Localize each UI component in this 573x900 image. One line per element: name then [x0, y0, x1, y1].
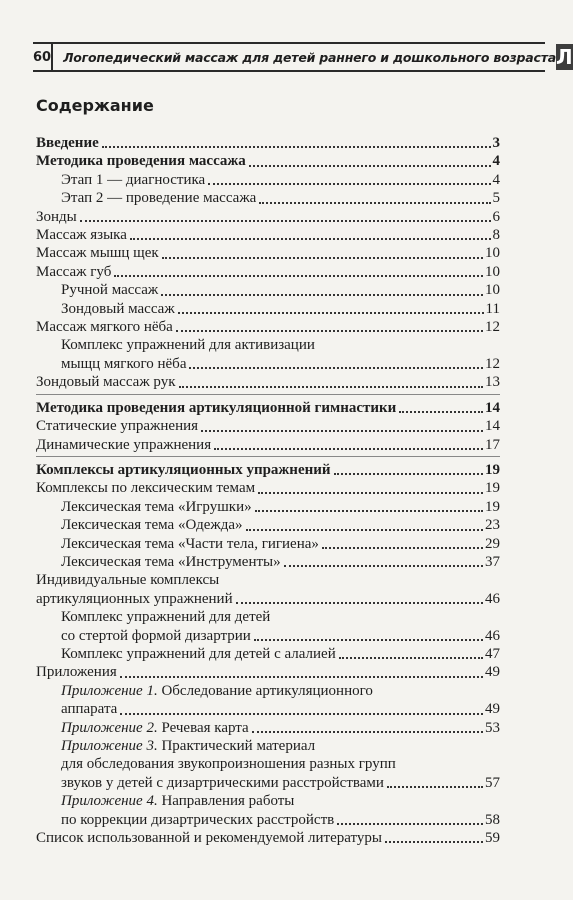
toc-entry-title: Статические упражнения	[36, 418, 199, 435]
toc-entry-title	[61, 737, 315, 755]
appendix-title: Направления работы	[157, 793, 295, 810]
toc-entry-title: Индивидуальные комплексы	[36, 572, 220, 589]
appendix-label: Приложение 3.	[61, 738, 158, 754]
toc-page-number: 19	[485, 461, 500, 478]
toc-entry-title	[61, 719, 249, 737]
dot-leader	[208, 183, 490, 185]
toc-entry[interactable]	[36, 171, 500, 189]
toc-entry-title: Лексическая тема «Игрушки»	[61, 498, 252, 515]
toc-entry[interactable]	[36, 590, 500, 608]
toc-entry-title: Введение	[36, 135, 99, 151]
dot-leader	[114, 275, 483, 277]
toc-entry-title: Методика проведения массажа	[36, 153, 246, 170]
toc-entry-title: Ручной массаж	[61, 282, 159, 299]
toc-entry[interactable]	[36, 535, 500, 553]
toc-entry[interactable]	[36, 189, 500, 207]
page-number: 60	[33, 44, 53, 70]
publisher-logo: Л	[556, 45, 573, 69]
toc-entry[interactable]	[36, 571, 500, 589]
toc-page-number: 19	[485, 498, 500, 515]
dot-leader	[80, 220, 491, 222]
dot-leader	[322, 547, 483, 549]
toc-page-number: 10	[485, 245, 500, 262]
toc-entry-title: Лексическая тема «Инструменты»	[61, 553, 281, 570]
toc-entry[interactable]	[36, 373, 500, 391]
dot-leader	[334, 473, 483, 475]
toc-page-number: 57	[485, 774, 500, 791]
dot-leader	[339, 657, 483, 659]
toc-page-number: 8	[492, 227, 500, 244]
toc-entry-title: Комплексы артикуляционных упражнений	[36, 461, 331, 478]
dot-leader	[259, 202, 490, 204]
toc-entry-title: Этап 2 — проведение массажа	[61, 190, 257, 207]
appendix-label: Приложение 1.	[61, 682, 158, 699]
toc-page-number: 11	[485, 300, 500, 317]
table-of-contents	[36, 134, 500, 847]
toc-entry[interactable]	[36, 645, 500, 663]
toc-page-number: 14	[485, 399, 500, 416]
toc-entry[interactable]	[36, 479, 500, 497]
dot-leader	[258, 492, 483, 494]
toc-entry[interactable]	[36, 608, 500, 626]
toc-entry[interactable]	[36, 263, 500, 281]
toc-entry-title: Приложения	[36, 664, 117, 681]
toc-page-number: 49	[485, 664, 500, 681]
toc-entry[interactable]	[36, 627, 500, 645]
dot-leader	[201, 430, 483, 432]
dot-leader	[214, 448, 483, 450]
toc-entry[interactable]	[36, 318, 500, 336]
toc-page-number: 3	[492, 135, 500, 151]
section-divider	[36, 394, 500, 395]
dot-leader	[178, 312, 484, 314]
toc-page-number: 46	[485, 590, 500, 607]
appendix-title: Речевая карта	[157, 719, 249, 736]
toc-entry-title: артикуляционных упражнений	[36, 590, 233, 607]
toc-entry[interactable]	[36, 663, 500, 681]
toc-entry[interactable]	[36, 281, 500, 299]
toc-entry-title: Зондовый массаж рук	[36, 374, 176, 391]
dot-leader	[102, 146, 491, 148]
dot-leader	[254, 639, 483, 641]
toc-page-number: 19	[485, 480, 500, 497]
toc-page-number: 14	[485, 418, 500, 435]
appendix-label: Приложение 2.	[61, 719, 158, 736]
dot-leader	[337, 823, 483, 825]
toc-entry-title: Комплекс упражнений для детей с алалией	[61, 645, 336, 662]
toc-page-number: 10	[485, 282, 500, 299]
toc-entry-title: аппарата	[61, 701, 118, 718]
dot-leader	[120, 713, 483, 715]
toc-page-number: 53	[485, 719, 500, 736]
toc-page-number: 5	[492, 190, 500, 207]
toc-entry-title: Массаж мышц щек	[36, 245, 159, 262]
toc-entry[interactable]	[36, 355, 500, 373]
toc-page-number: 23	[485, 517, 500, 534]
dot-leader	[189, 367, 483, 369]
section-divider	[36, 456, 500, 457]
toc-entry-title: Комплексы по лексическим темам	[36, 480, 256, 497]
dot-leader	[236, 602, 483, 604]
toc-entry[interactable]	[36, 436, 500, 454]
toc-page-number: 29	[485, 535, 500, 552]
appendix-label: Приложение 4.	[61, 793, 158, 810]
toc-entry-title: для обследования звукопроизношения разных групп	[61, 756, 396, 773]
dot-leader	[120, 676, 483, 678]
toc-entry-title: по коррекции дизартрических расстройств	[61, 811, 335, 828]
dot-leader	[179, 386, 483, 388]
toc-entry-title: Массаж мягкого нёба	[36, 319, 173, 336]
dot-leader	[399, 411, 483, 413]
toc-page-number: 6	[492, 208, 500, 225]
toc-page-number: 49	[485, 701, 500, 718]
toc-entry[interactable]	[36, 516, 500, 534]
toc-page-number: 59	[485, 830, 500, 847]
toc-entry-title: Лексическая тема «Части тела, гигиена»	[61, 535, 319, 552]
toc-entry-title: Лексическая тема «Одежда»	[61, 517, 243, 534]
toc-entry-title: мыщц мягкого нёба	[61, 355, 187, 372]
toc-entry[interactable]	[36, 152, 500, 170]
toc-page-number: 10	[485, 263, 500, 280]
toc-entry[interactable]	[36, 811, 500, 829]
toc-page-number: 12	[485, 355, 500, 372]
dot-leader	[161, 294, 483, 296]
toc-page-number: 4	[492, 153, 500, 170]
toc-entry-title: Динамические упражнения	[36, 436, 212, 453]
toc-entry[interactable]	[36, 461, 500, 479]
toc-entry-title	[61, 682, 373, 700]
toc-entry-title: со стертой формой дизартрии	[61, 627, 251, 644]
dot-leader	[255, 510, 483, 512]
toc-page-number: 47	[485, 645, 500, 662]
toc-entry-title: Зондовый массаж	[61, 300, 175, 317]
toc-entry[interactable]	[36, 700, 500, 718]
toc-page-number: 17	[485, 436, 500, 453]
toc-entry[interactable]	[36, 719, 500, 737]
dot-leader	[176, 330, 483, 332]
dot-leader	[249, 165, 491, 167]
toc-entry-title: Методика проведения артикуляционной гимнастики	[36, 399, 397, 416]
toc-entry[interactable]	[36, 498, 500, 516]
toc-entry[interactable]	[36, 755, 500, 773]
toc-entry[interactable]	[36, 829, 500, 847]
contents-heading: Содержание	[36, 96, 154, 115]
dot-leader	[130, 238, 491, 240]
dot-leader	[284, 565, 483, 567]
toc-page-number: 12	[485, 319, 500, 336]
book-title: Логопедический массаж для детей раннего и дошкольного возраста	[63, 49, 557, 65]
toc-entry-title: Зонды	[36, 208, 77, 225]
toc-entry-title: Комплекс упражнений для детей	[61, 609, 271, 626]
toc-entry-title: Этап 1 — диагностика	[61, 171, 206, 188]
toc-page-number: 4	[492, 171, 500, 188]
toc-entry-title	[61, 792, 294, 810]
toc-entry-title: звуков у детей с дизартрическими расстройствами	[61, 774, 384, 791]
toc-entry-title: Массаж языка	[36, 227, 127, 244]
toc-entry[interactable]	[36, 774, 500, 792]
dot-leader	[385, 841, 483, 843]
toc-entry[interactable]	[36, 682, 500, 700]
toc-entry[interactable]	[36, 336, 500, 354]
toc-entry[interactable]	[36, 226, 500, 244]
toc-entry[interactable]	[36, 553, 500, 571]
dot-leader	[162, 257, 483, 259]
running-header	[33, 42, 573, 72]
dot-leader	[387, 786, 483, 788]
toc-page-number: 46	[485, 627, 500, 644]
toc-entry[interactable]	[36, 417, 500, 435]
appendix-title: Практический материал	[157, 738, 316, 754]
toc-page-number: 58	[485, 811, 500, 828]
toc-entry[interactable]	[36, 300, 500, 318]
toc-entry[interactable]	[36, 792, 500, 810]
toc-entry[interactable]	[36, 134, 500, 152]
toc-entry[interactable]	[36, 208, 500, 226]
toc-entry[interactable]	[36, 244, 500, 262]
toc-entry-title: Список использованной и рекомендуемой литературы	[36, 830, 382, 847]
dot-leader	[252, 731, 483, 733]
toc-entry-title: Комплекс упражнений для активизации	[61, 337, 315, 354]
toc-entry[interactable]	[36, 737, 500, 755]
dot-leader	[246, 529, 483, 531]
appendix-title: Обследование артикуляционного	[157, 682, 373, 699]
toc-page-number: 13	[485, 374, 500, 391]
toc-entry-title: Массаж губ	[36, 263, 112, 280]
toc-entry[interactable]	[36, 399, 500, 417]
toc-page-number: 37	[485, 553, 500, 570]
